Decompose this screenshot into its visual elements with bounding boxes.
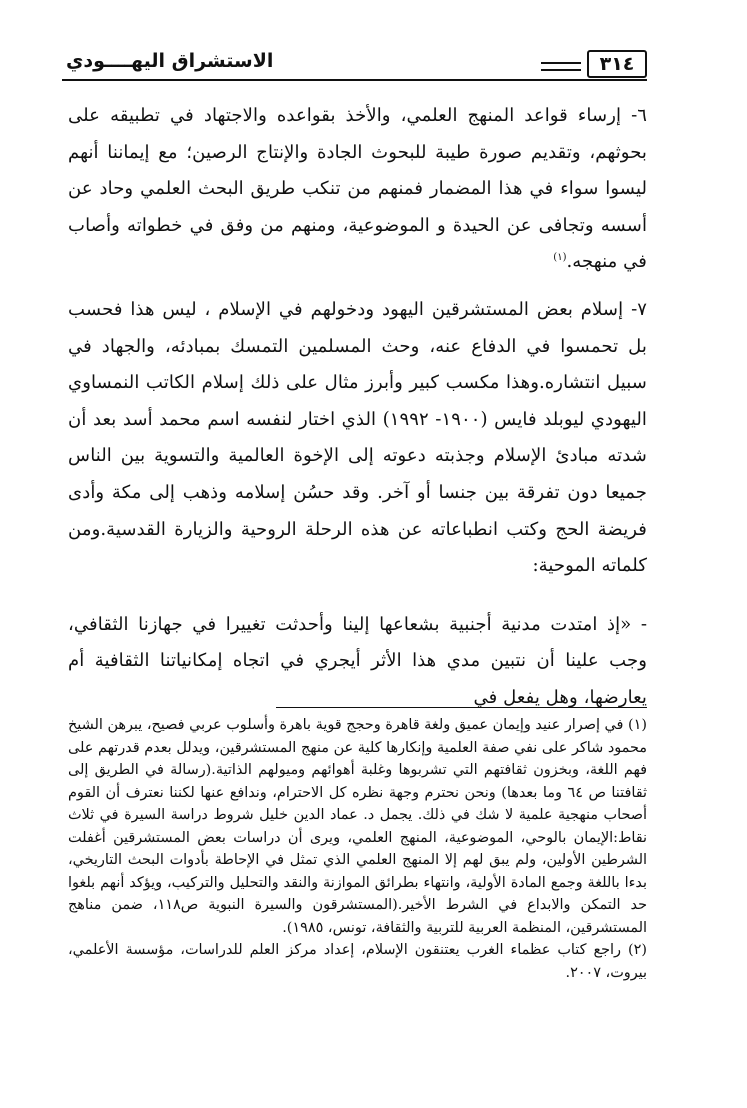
header-ornament-line [541,62,581,64]
main-text [68,98,647,728]
footnote-ref-1: (١) [553,252,567,264]
footnotes [68,714,647,984]
footnote-2: (٢) راجع كتاب عظماء الغرب يعتنقون الإسلام، إعداد مركز العلم للدراسات، مؤسسة الأعلمي، بيروت، ٢٠٠٧. [68,942,647,981]
paragraph-point-6: ٦- إرساء قواعد المنهج العلمي، والأخذ بقواعده والاجتهاد في تطبيقه على بحوثهم، وتقديم صورة طيبة للبحوث الجادة والإنتاج الرصين؛ مع إيماننا أنهم ليسوا سواء في هذا المضمار فمنهم من تنكب طريق البحث العلمي وحاد عن أسسه وتجافى عن الحيدة و الموضوعية، ومنهم من وفق في خطواته وأصاب في منهجه.$^{(١)}$ [68,105,647,273]
running-header [62,48,647,88]
footnote-1: (١) في إصرار عنيد وإيمان عميق ولغة قاهرة وحجج قوية باهرة وأسلوب عربي فصيح، يبرهن الشيخ محمود شاكر على نفي صفة العلمية وإنكارها كلية عن منهج المستشرقين، ويدلل بعدم قدرتهم على فهم اللغة، وبخزون ثقافتهم التي تشربوها وغلبة أهوائهم وميولهم الذاتية.(رسالة في الطريق إلى ثقافتنا ص ٦٤ وما بعدها) ونحن نحترم وجهة نظره كل الاحترام، وندافع عنها لكننا نعترف أن القوم أصحاب منهجية علمية لا شك في ذلك. يجمل د. عماد الدين خليل شروط دراسة السيرة في ثلاث نقاط:الإيمان بالوحي، الموضوعية، المنهج العلمي، ويرى أن دراسات بعض المستشرقين أغفلت الشرطين الأولين، ولم يبق لهم إلا المنهج العلمي الذي تمثل في الإحاطة بأدوات البحث التاريخي، بدءا باللغة وجمع المادة الأولية، وانتهاء بطرائق الموازنة والنقد والتحليل والتركيب، ويؤكد أنهم بلغوا حد التمكن والابداع في الشرط الأخير.(المستشرقون والسيرة النبوية ص١١٨، ضمن مناهج المستشرقين، المنظمة العربية للتربية والثقافة، تونس، ١٩٨٥). [68,717,648,936]
paragraph-point-7: ٧- إسلام بعض المستشرقين اليهود ودخولهم في الإسلام ، ليس هذا فحسب بل تحمسوا في الدفاع عنه، وحث المسلمين التمسك بمبادئه، والجهاد في سبيل انتشاره.وهذا مكسب كبير وأبرز مثال على ذلك إسلام الكاتب النمساوي اليهودي ليوبلد فايس (١٩٠٠- ١٩٩٢) الذي اختار لنفسه اسم محمد أسد بعد أن شدته مبادئ الإسلام وجذبته دعوته إلى الإخوة العالمية والتسوية بين الناس جميعا دون تفرقة بين جنسا أو آخر. وقد حسُن إسلامه وذهب إلى مكة وأدى فريضة الحج وكتب انطباعاته عن هذه الرحلة الروحية والزيارة القدسية.ومن كلماته الموحية: [68,298,647,577]
running-title: الاستشراق اليهــــودي [66,50,274,72]
page-number: ٣١٤ [587,50,647,78]
footnote-separator [276,707,647,708]
header-ornament-line [541,69,581,71]
quote-paragraph: - «إذ امتدت مدنية أجنبية بشعاعها إلينا وأحدثت تغييرا في جهازنا الثقافي، وجب علينا أن نتبين مدي هذا الأثر أيجري في اتجاه إمكانياتنا الثقافية أم يعارضها، وهل يفعل في [68,613,647,708]
header-rule [62,79,647,81]
